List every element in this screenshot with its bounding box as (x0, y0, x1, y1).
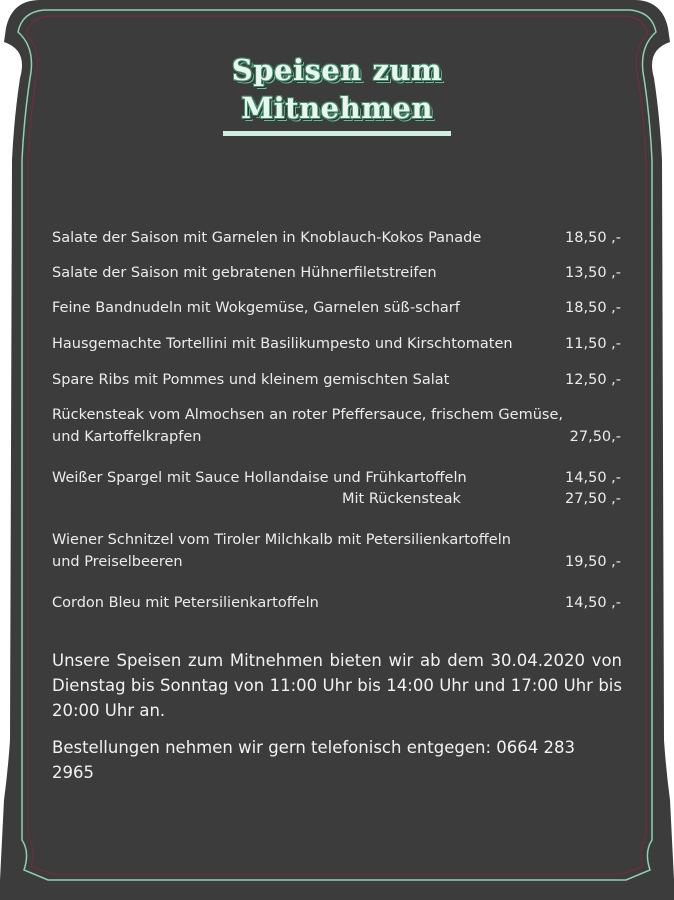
menu-item-name-line1: Rückensteak vom Almochsen an roter Pfeffersauce, frischem Gemüse, (52, 407, 563, 423)
menu-item-price: 14,50 ,- (565, 470, 621, 486)
menu-item-sub-price: 27,50 ,- (565, 491, 621, 507)
menu-item-sub-name: Mit Rückensteak (342, 491, 461, 507)
menu-item-spare-ribs (52, 369, 624, 391)
opening-hours-info: Unsere Speisen zum Mitnehmen bieten wir ab dem 30.04.2020 von Dienstag bis Sonntag von 11:00 Uhr bis 14:00 Uhr und 17:00 Uhr bis 20:00 Uhr an. (52, 651, 622, 720)
menu-item-price: 27,50,- (569, 429, 621, 445)
menu-item-name: Hausgemachte Tortellini mit Basilikumpesto und Kirschtomaten (52, 336, 513, 352)
menu-item-name: Feine Bandnudeln mit Wokgemüse, Garnelen süß-scharf (52, 300, 460, 316)
menu-item-price: 13,50 ,- (565, 265, 621, 281)
menu-item-name-line2: und Kartoffelkrapfen (52, 429, 202, 445)
menu-item-price: 14,50 ,- (565, 595, 621, 611)
menu-item-cordon-bleu (52, 592, 624, 614)
menu-item-rueckensteak (52, 404, 624, 448)
menu-item-price: 11,50 ,- (565, 336, 621, 352)
menu-title-line2: Mitnehmen (241, 91, 433, 125)
menu-item-price: 18,50 ,- (565, 300, 621, 316)
menu-item-name: Weißer Spargel mit Sauce Hollandaise und Frühkartoffeln (52, 470, 467, 486)
menu-item-price: 12,50 ,- (565, 372, 621, 388)
menu-item-name: Spare Ribs mit Pommes und kleinem gemischten Salat (52, 372, 450, 388)
menu-item-bandnudeln (52, 297, 624, 319)
menu-item-price: 19,50 ,- (565, 554, 621, 570)
menu-item-name: Salate der Saison mit Garnelen in Knoblauch-Kokos Panade (52, 230, 482, 246)
menu-item-price: 18,50 ,- (565, 230, 621, 246)
menu-item-name: Cordon Bleu mit Petersilienkartoffeln (52, 595, 319, 611)
title-underline (223, 131, 451, 136)
menu-item-wiener-schnitzel (52, 529, 624, 573)
menu-item-name: Salate der Saison mit gebratenen Hühnerfiletstreifen (52, 265, 437, 281)
menu-item-name-line2: und Preiselbeeren (52, 554, 183, 570)
menu-title-line1: Speisen zum (231, 53, 443, 87)
menu-item-name-line1: Wiener Schnitzel vom Tiroler Milchkalb mit Petersilienkartoffeln (52, 532, 511, 548)
menu-item-salat-huehnerfilet (52, 262, 624, 284)
menu-item-salat-garnelen (52, 227, 624, 249)
menu-item-spargel (52, 467, 624, 507)
menu-item-tortellini (52, 333, 624, 355)
order-phone-info: Bestellungen nehmen wir gern telefonisch entgegen: 0664 283 2965 (52, 738, 576, 782)
